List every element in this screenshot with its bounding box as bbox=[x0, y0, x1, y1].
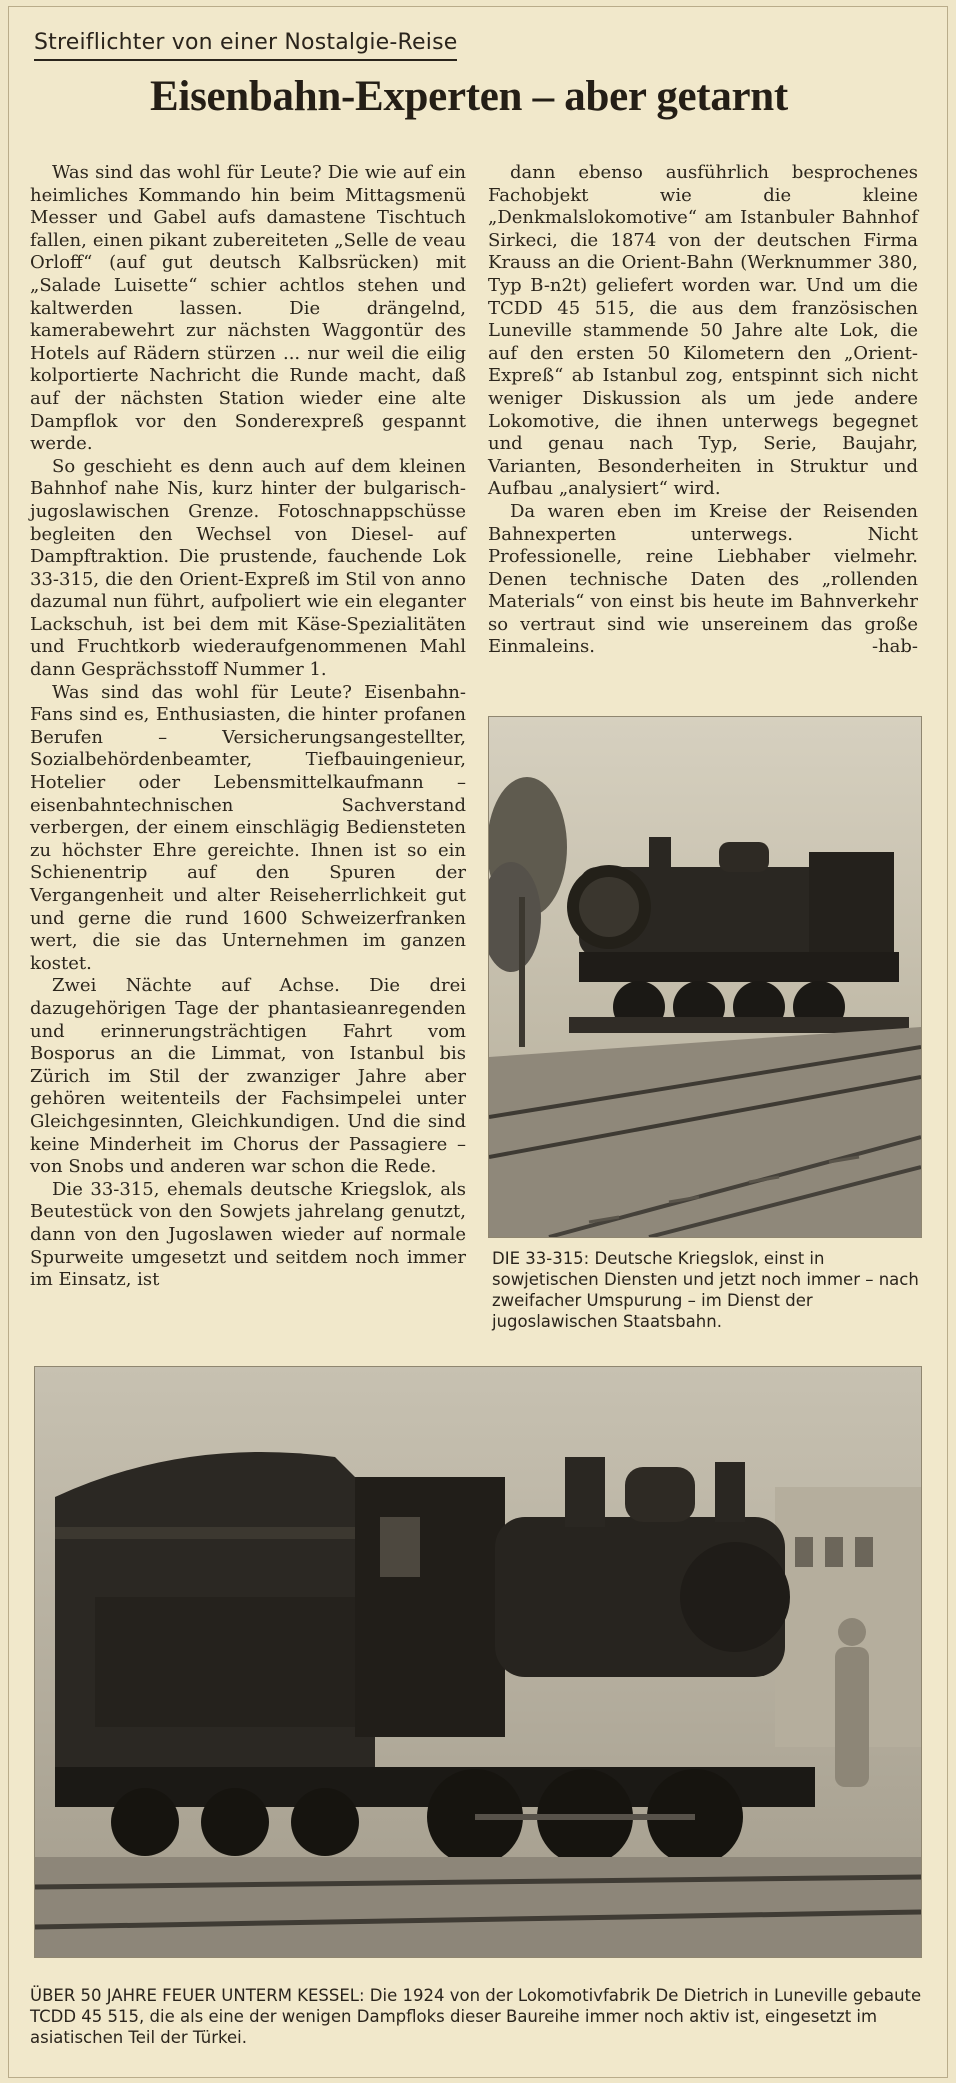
locomotive-photo-33-315 bbox=[488, 716, 922, 1238]
article-kicker: Streiflichter von einer Nostalgie-Reise bbox=[34, 30, 457, 61]
paragraph: Was sind das wohl für Leute? Eisenbahn-Fans sind es, Enthusiasten, die hinter profanen Berufen – Versicherungsangestellter, Sozialbehördenbeamter, Tiefbauingenieur, Hotelier oder Lebensmittelkaufmann – eisenbahntechnischen Sachverstand verbergen, der einem einschlägig Bediensteten zu höchster Ehre gereichte. Ihnen ist so ein Schienentrip auf den Spuren der Vergangenheit und alter Reiseherrlichkeit gut und gerne die rund 1600 Schweizerfranken wert, die sie das Unternehmen im ganzen kostet. bbox=[30, 681, 466, 974]
locomotive-photo-image bbox=[35, 1367, 921, 1957]
locomotive-photo-image bbox=[489, 717, 921, 1237]
article-column-left bbox=[30, 162, 466, 1292]
paragraph: Zwei Nächte auf Achse. Die drei dazugehörigen Tage der phantasieanregenden und erinnerungsträchtigen Fahrt vom Bosporus an die Limmat, von Istanbul bis Zürich im Stil der zwanziger Jahre aber gehören weitenteils der Fachsimpelei unter Gleichgesinnten, Gleichkundigen. Und die sind keine Minderheit im Chorus der Passagiere – von Snobs und anderen war schon die Rede. bbox=[30, 975, 466, 1178]
paragraph: So geschieht es denn auch auf dem kleinen Bahnhof nahe Nis, kurz hinter der bulgarisch-jugoslawischen Grenze. Fotoschnappschüsse begleiten den Wechsel von Diesel- auf Dampftraktion. Die prustende, fauchende Lok 33-315, die den Orient-Expreß im Stil von anno dazumal nun führt, aufpoliert wie ein eleganter Lackschuh, ist bei dem mit Käse-Spezialitäten und Fruchtkorb wiederaufgenommenen Mahl dann Gesprächsstoff Nummer 1. bbox=[30, 455, 466, 681]
paragraph-text: Da waren eben im Kreise der Reisenden Bahnexperten unterwegs. Nicht Professionelle, reine Liebhaber vielmehr. Denen technische Daten des „rollenden Materials“ von einst bis heute im Bahnverkehr so vertraut sind wie unsereinem das große Einmaleins. bbox=[488, 500, 918, 658]
photo-caption-tcdd-45-515: ÜBER 50 JAHRE FEUER UNTERM KESSEL: Die 1924 von der Lokomotivfabrik De Dietrich in Luneville gebaute TCDD 45 515, die als eine der wenigen Dampfloks dieser Baureihe immer noch aktiv ist, eingesetzt im asiatischen Teil der Türkei. bbox=[30, 1986, 922, 2047]
photo-caption-33-315: DIE 33-315: Deutsche Kriegslok, einst in sowjetischen Diensten und jetzt noch immer – nach zweifacher Umspurung – im Dienst der jugoslawischen Staatsbahn. bbox=[492, 1249, 919, 1331]
author-signature: -hab- bbox=[871, 636, 918, 658]
paragraph: Die 33-315, ehemals deutsche Kriegslok, als Beutestück von den Sowjets jahrelang genutzt, dann von den Jugoslawen wieder auf normale Spurweite umgesetzt und seitdem noch immer im Einsatz, ist bbox=[30, 1178, 466, 1291]
locomotive-photo-tcdd-45-515 bbox=[34, 1366, 922, 1958]
paragraph: Was sind das wohl für Leute? Die wie auf ein heimliches Kommando hin beim Mittagsmenü Messer und Gabel aufs damastene Tischtuch fallen, einen pikant zubereiteten „Selle de veau Orloff“ (auf gut deutsch Kalbsrücken) mit „Salade Luisette“ schier achtlos stehen und kaltwerden lassen. Die drängelnd, kamerabewehrt zur nächsten Waggontür des Hotels auf Rädern stürzen ... nur weil die eilig kolportierte Nachricht die Runde macht, daß auf der nächsten Station wieder eine alte Dampflok vor den Sonderexpreß gespannt werde. bbox=[30, 162, 466, 455]
paragraph bbox=[488, 501, 918, 659]
article-headline: Eisenbahn-Experten – aber getarnt bbox=[150, 73, 788, 120]
article-column-right bbox=[488, 162, 918, 659]
paragraph: dann ebenso ausführlich besprochenes Fachobjekt wie die kleine „Denkmalslokomotive“ am Istanbuler Bahnhof Sirkeci, die 1874 von der deutschen Firma Krauss an die Orient-Bahn (Werknummer 380, Typ B-n2t) geliefert worden war. Und um die TCDD 45 515, die aus dem französischen Luneville stammende 50 Jahre alte Lok, die auf den ersten 50 Kilometern den „Orient-Expreß“ ab Istanbul zog, entspinnt sich nicht weniger Diskussion als um jede andere Lokomotive, die ihnen unterwegs begegnet und genau nach Typ, Serie, Baujahr, Varianten, Besonderheiten in Struktur und Aufbau „analysiert“ wird. bbox=[488, 162, 918, 500]
